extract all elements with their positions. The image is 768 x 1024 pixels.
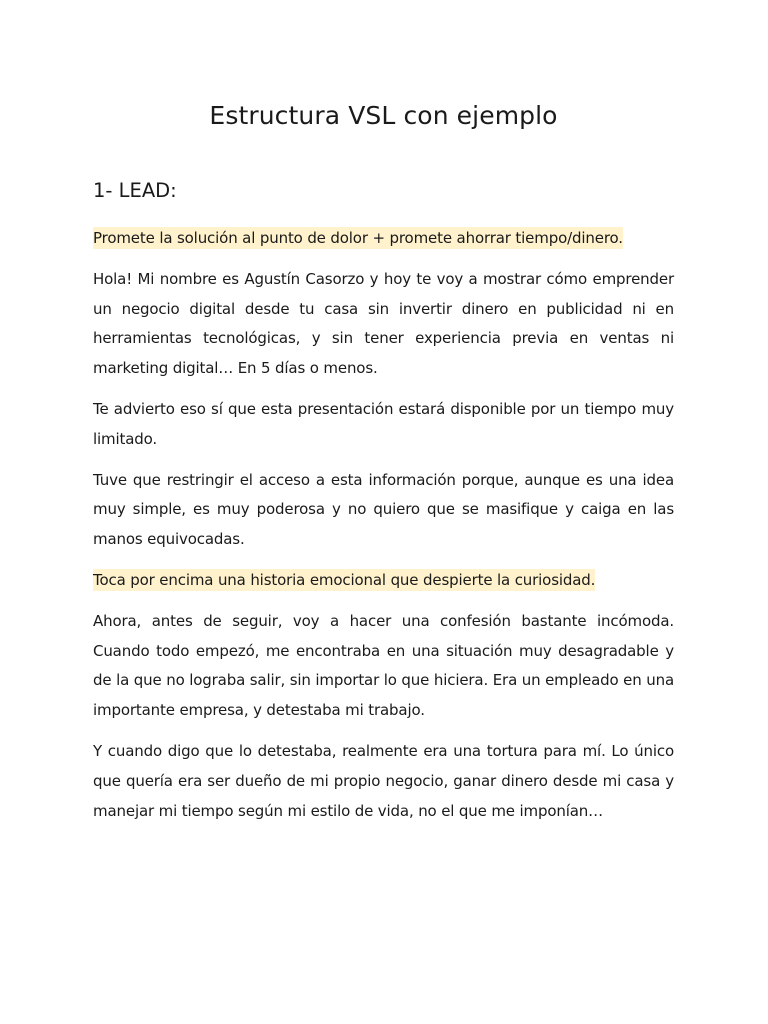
- document-body: [93, 224, 674, 826]
- highlighted-text: Toca por encima una historia emocional que despierte la curiosidad.: [93, 570, 596, 589]
- paragraph: Hola! Mi nombre es Agustín Casorzo y hoy te voy a mostrar cómo emprender un negocio digital desde tu casa sin invertir dinero en publicidad ni en herramientas tecnológicas, y sin tener experiencia previa en ventas ni marketing digital… En 5 días o menos.: [93, 269, 674, 378]
- highlighted-instruction: [93, 224, 674, 254]
- highlighted-text: Promete la solución al punto de dolor + promete ahorrar tiempo/dinero.: [93, 229, 623, 247]
- paragraph: Y cuando digo que lo detestaba, realmente era una tortura para mí. Lo único que quería era ser dueño de mi propio negocio, ganar dinero desde mi casa y manejar mi tiempo según mi estilo de vida, no el que me imponían…: [93, 741, 674, 820]
- paragraph: Tuve que restringir el acceso a esta información porque, aunque es una idea muy simple, es muy poderosa y no quiero que se masifique y caiga en las manos equivocadas.: [93, 470, 674, 549]
- paragraph: Te advierto eso sí que esta presentación estará disponible por un tiempo muy limitado.: [93, 399, 674, 448]
- highlighted-instruction: [93, 566, 674, 596]
- page-title: Estructura VSL con ejemplo: [209, 101, 558, 130]
- section-heading-lead: 1- LEAD:: [93, 179, 177, 202]
- paragraph: Ahora, antes de seguir, voy a hacer una confesión bastante incómoda. Cuando todo empezó, me encontraba en una situación muy desagradable y de la que no lograba salir, sin importar lo que hiciera. Era un empleado en una importante empresa, y detestaba mi trabajo.: [93, 611, 674, 720]
